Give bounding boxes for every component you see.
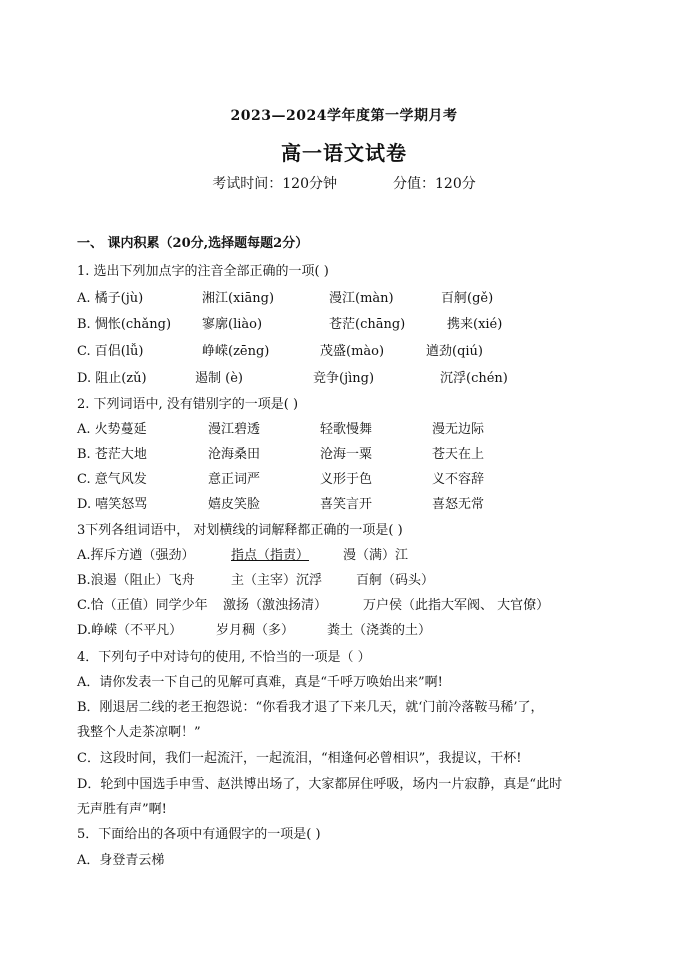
q1-c-3: 茂盛(mào) <box>320 344 385 359</box>
q2-d-3: 喜笑言开 <box>320 497 373 512</box>
q4-stem: 4．下列句子中对诗句的使用, 不恰当的一项是（ ） <box>77 650 371 665</box>
q3-a-2: 指点（指责） <box>231 548 310 563</box>
q4-d-line2: 无声胜有声”啊! <box>77 802 167 817</box>
q3-a-3: 漫（满）江 <box>343 548 409 563</box>
q3-d-2: 岁月稠（多） <box>216 623 295 638</box>
q1-a-3: 漫江(màn) <box>329 291 394 306</box>
q5-a: A．身登青云梯 <box>77 853 165 868</box>
q2-c-4: 义不容辞 <box>432 472 485 487</box>
q1-d-3: 竞争(jìng) <box>313 371 375 386</box>
q1-a-1: A. 橘子(jù) <box>77 291 144 306</box>
q1-c-2: 峥嵘(zēng) <box>202 344 270 359</box>
q4-d-line1: D．轮到中国选手申雪、赵洪博出场了，大家都屏住呼吸，场内一片寂静，真是“此时 <box>77 777 563 792</box>
q3-b-1: B.浪遏（阻止）飞舟 <box>77 573 195 588</box>
q2-c-2: 意正词严 <box>208 472 261 487</box>
exam-score: 分值：120分 <box>393 176 476 192</box>
q2-c-1: C. 意气风发 <box>77 472 147 487</box>
q5-stem: 5．下面给出的各项中有通假字的一项是( ) <box>77 827 321 842</box>
q3-b-3: 百舸（码头） <box>356 573 435 588</box>
q3-b-2: 主（主宰）沉浮 <box>231 573 323 588</box>
q2-b-3: 沧海一粟 <box>320 447 373 462</box>
q2-b-4: 苍天在上 <box>432 447 485 462</box>
q2-a-3: 轻歌慢舞 <box>320 422 373 437</box>
exam-term: 2023—2024学年度第一学期月考 <box>230 108 458 124</box>
q4-b-line1: B．刚退居二线的老王抱怨说：“你看我才退了下来几天，就‘门前冷落鞍马稀’了， <box>77 700 544 715</box>
q1-stem: 1. 选出下列加点字的注音全部正确的一项( ) <box>77 264 329 279</box>
q3-c-1: C.恰（正值）同学少年 <box>77 598 208 613</box>
q2-stem: 2. 下列词语中, 没有错别字的一项是( ) <box>77 397 299 412</box>
exam-title: 高一语文试卷 <box>281 141 407 165</box>
q4-a: A．请你发表一下自己的见解可真难，真是“千呼万唤始出来”啊! <box>77 675 443 690</box>
section-heading: 一、 课内积累（20分,选择题每题2分） <box>77 236 309 251</box>
q3-c-2: 激扬（激浊扬清） <box>223 598 328 613</box>
q2-b-1: B. 苍茫大地 <box>77 447 147 462</box>
q2-d-1: D. 嘻笑怒骂 <box>77 497 148 512</box>
q4-b-line2: 我整个人走茶凉啊！” <box>77 725 201 740</box>
q2-c-3: 义形于色 <box>320 472 373 487</box>
q1-d-2: 遏制 (è) <box>195 371 243 386</box>
q3-d-3: 粪土（浇粪的土） <box>327 623 432 638</box>
q1-c-4: 遒劲(qiú) <box>426 344 483 359</box>
q1-b-2: 寥廓(liào) <box>202 317 263 332</box>
q1-d-4: 沉浮(chén) <box>440 371 508 386</box>
q3-c-3: 万户侯（此指大军阀、 大官僚） <box>363 598 550 613</box>
q1-b-1: B. 惆怅(chǎng) <box>77 317 172 332</box>
exam-time: 考试时间：120分钟 <box>212 176 337 192</box>
q2-d-4: 喜怒无常 <box>432 497 485 512</box>
q1-c-1: C. 百侣(lǚ) <box>77 344 144 359</box>
q2-a-4: 漫无边际 <box>432 422 485 437</box>
q1-d-1: D. 阻止(zǔ) <box>77 371 147 386</box>
q2-b-2: 沧海桑田 <box>208 447 261 462</box>
q1-b-4: 携来(xié) <box>447 317 503 332</box>
exam-meta <box>0 173 688 193</box>
q3-a-1: A.挥斥方遒（强劲） <box>77 548 195 563</box>
q1-a-4: 百舸(gě) <box>441 291 494 306</box>
q2-a-2: 漫江碧透 <box>208 422 261 437</box>
q1-b-3: 苍茫(chāng) <box>329 317 406 332</box>
q3-stem: 3下列各组词语中， 对划横线的词解释都正确的一项是( ) <box>77 523 403 538</box>
q2-a-1: A. 火势蔓延 <box>77 422 147 437</box>
q3-d-1: D.峥嵘（不平凡） <box>77 623 183 638</box>
q4-c: C．这段时间，我们一起流汗，一起流泪，“相逢何必曾相识”，我提议，干杯! <box>77 751 522 766</box>
q2-d-2: 嬉皮笑脸 <box>208 497 261 512</box>
q1-a-2: 湘江(xiāng) <box>202 291 275 306</box>
